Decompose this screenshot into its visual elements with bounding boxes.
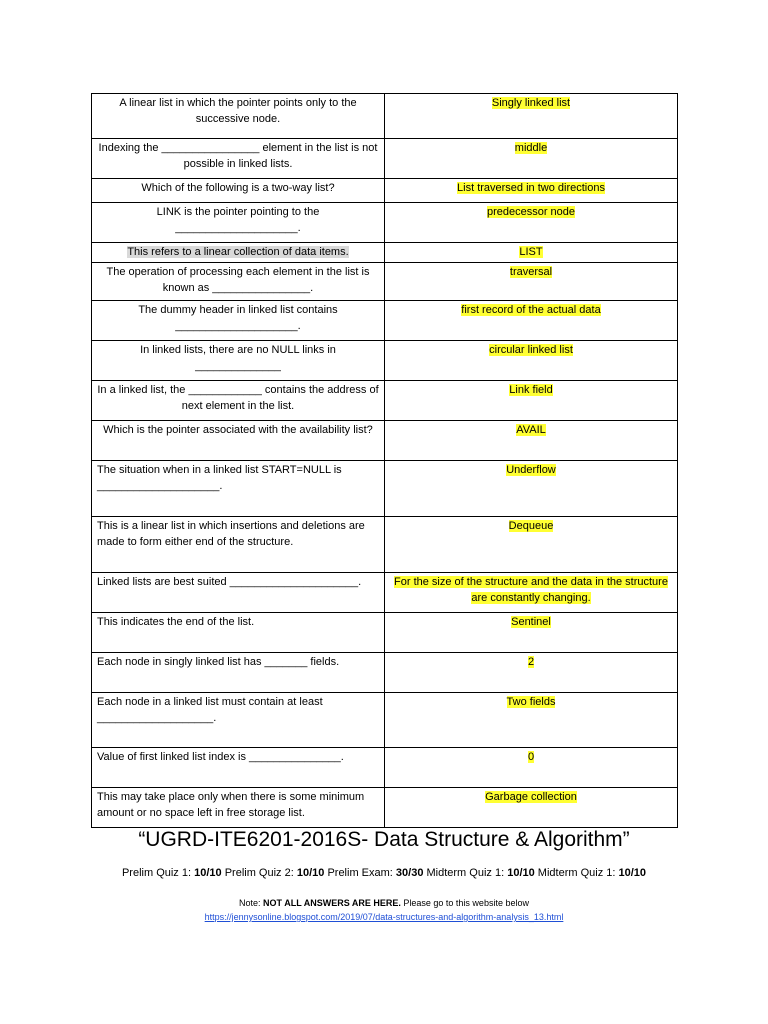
qa-row: [92, 94, 678, 139]
answer-cell: [385, 94, 678, 139]
answer-text: For the size of the structure and the data in the structure are constantly changing.: [394, 576, 668, 604]
qa-row: [92, 653, 678, 693]
note-suffix: Please go to this website below: [400, 898, 529, 908]
score-label: Prelim Exam:: [327, 867, 393, 879]
answer-cell: [385, 788, 678, 828]
answer-text: Link field: [509, 384, 553, 396]
question-text: LINK is the pointer pointing to the ____________________.: [156, 206, 320, 234]
answer-text: 2: [527, 656, 535, 668]
answer-cell: [385, 517, 678, 573]
qa-row: [92, 517, 678, 573]
question-text: The situation when in a linked list START=NULL is ____________________.: [97, 464, 342, 492]
score-value: 10/10: [507, 867, 535, 879]
question-cell: [92, 653, 385, 693]
question-cell: [92, 573, 385, 613]
question-cell: [92, 203, 385, 243]
question-text: A linear list in which the pointer points only to the successive node.: [119, 97, 357, 125]
score-value: 10/10: [194, 867, 222, 879]
answer-cell: [385, 573, 678, 613]
question-cell: [92, 139, 385, 179]
qa-sheet: [91, 93, 678, 828]
reference-link[interactable]: https://jennysonline.blogspot.com/2019/07/data-structures-and-algorithm-analysis_13.html: [204, 912, 564, 922]
answer-cell: [385, 263, 678, 301]
answer-text: AVAIL: [516, 424, 546, 436]
answer-cell: [385, 139, 678, 179]
qa-row: [92, 613, 678, 653]
answer-cell: [385, 421, 678, 461]
qa-row: [92, 693, 678, 748]
question-text: Each node in singly linked list has _______ fields.: [97, 656, 340, 668]
answer-cell: [385, 461, 678, 517]
qa-row: [92, 301, 678, 341]
answer-text: first record of the actual data: [461, 304, 601, 316]
answer-text: Singly linked list: [491, 97, 571, 109]
question-cell: [92, 263, 385, 301]
score-label: Prelim Quiz 2:: [224, 867, 294, 879]
answer-cell: [385, 203, 678, 243]
note-emphasis: NOT ALL ANSWERS ARE HERE.: [263, 898, 401, 908]
answer-text: traversal: [509, 266, 553, 278]
answer-cell: [385, 748, 678, 788]
score-label: Midterm Quiz 1:: [537, 867, 616, 879]
question-text: Which is the pointer associated with the availability list?: [103, 424, 373, 436]
question-text: In a linked list, the ____________ contains the address of next element in the list.: [97, 384, 379, 412]
scores-line: [0, 866, 768, 880]
qa-row: [92, 573, 678, 613]
answer-cell: [385, 613, 678, 653]
score-value: 30/30: [395, 867, 424, 879]
qa-row: [92, 179, 678, 203]
qa-row: [92, 748, 678, 788]
question-cell: [92, 748, 385, 788]
qa-row: [92, 243, 678, 263]
score-label: Prelim Quiz 1:: [121, 867, 192, 879]
question-text: Value of first linked list index is _______________.: [97, 751, 344, 763]
question-text: This is a linear list in which insertions and deletions are made to form either end of the structure.: [97, 520, 365, 548]
answer-cell: [385, 653, 678, 693]
question-text: Each node in a linked list must contain at least ___________________.: [97, 696, 323, 724]
question-cell: [92, 613, 385, 653]
question-cell: [92, 179, 385, 203]
answer-cell: [385, 381, 678, 421]
qa-row: [92, 139, 678, 179]
answer-text: Two fields: [506, 696, 556, 708]
answer-text: 0: [527, 751, 535, 763]
qa-row: [92, 421, 678, 461]
answer-text: Dequeue: [508, 520, 554, 532]
question-text: This refers to a linear collection of data items.: [127, 246, 349, 258]
qa-table: [91, 93, 678, 828]
qa-row: [92, 788, 678, 828]
qa-row: [92, 203, 678, 243]
answer-cell: [385, 301, 678, 341]
score-value: 10/10: [296, 867, 325, 879]
question-text: Which of the following is a two-way list?: [141, 182, 335, 194]
answer-text: circular linked list: [489, 344, 573, 356]
question-cell: [92, 381, 385, 421]
question-text: Linked lists are best suited _____________________.: [97, 576, 362, 588]
question-cell: [92, 461, 385, 517]
answer-text: Garbage collection: [485, 791, 577, 803]
question-text: The operation of processing each element in the list is known as ________________.: [106, 266, 370, 294]
qa-table-body: [92, 94, 678, 828]
question-cell: [92, 421, 385, 461]
qa-row: [92, 381, 678, 421]
question-cell: [92, 788, 385, 828]
score-value: 10/10: [618, 867, 647, 879]
qa-row: [92, 263, 678, 301]
answer-text: List traversed in two directions: [457, 182, 605, 194]
question-text: This may take place only when there is some minimum amount or no space left in free storage list.: [97, 791, 365, 819]
question-text: This indicates the end of the list.: [97, 616, 255, 628]
note-line: [0, 897, 768, 909]
question-cell: [92, 243, 385, 263]
question-text: Indexing the ________________ element in the list is not possible in linked lists.: [98, 142, 378, 170]
qa-row: [92, 341, 678, 381]
question-text: In linked lists, there are no NULL links in ______________: [140, 344, 336, 372]
question-text: The dummy header in linked list contains ____________________.: [138, 304, 338, 332]
answer-cell: [385, 693, 678, 748]
question-cell: [92, 94, 385, 139]
answer-cell: [385, 179, 678, 203]
question-cell: [92, 693, 385, 748]
question-cell: [92, 341, 385, 381]
answer-cell: [385, 243, 678, 263]
answer-cell: [385, 341, 678, 381]
answer-text: LIST: [519, 246, 543, 258]
question-cell: [92, 301, 385, 341]
qa-row: [92, 461, 678, 517]
question-cell: [92, 517, 385, 573]
answer-text: predecessor node: [486, 206, 576, 218]
score-label: Midterm Quiz 1:: [426, 867, 505, 879]
document-title: “UGRD-ITE6201-2016S- Data Structure & Algorithm”: [138, 828, 630, 851]
note-prefix: Note:: [239, 898, 264, 908]
answer-text: Sentinel: [511, 616, 551, 628]
answer-text: middle: [514, 142, 548, 154]
answer-text: Underflow: [506, 464, 556, 476]
